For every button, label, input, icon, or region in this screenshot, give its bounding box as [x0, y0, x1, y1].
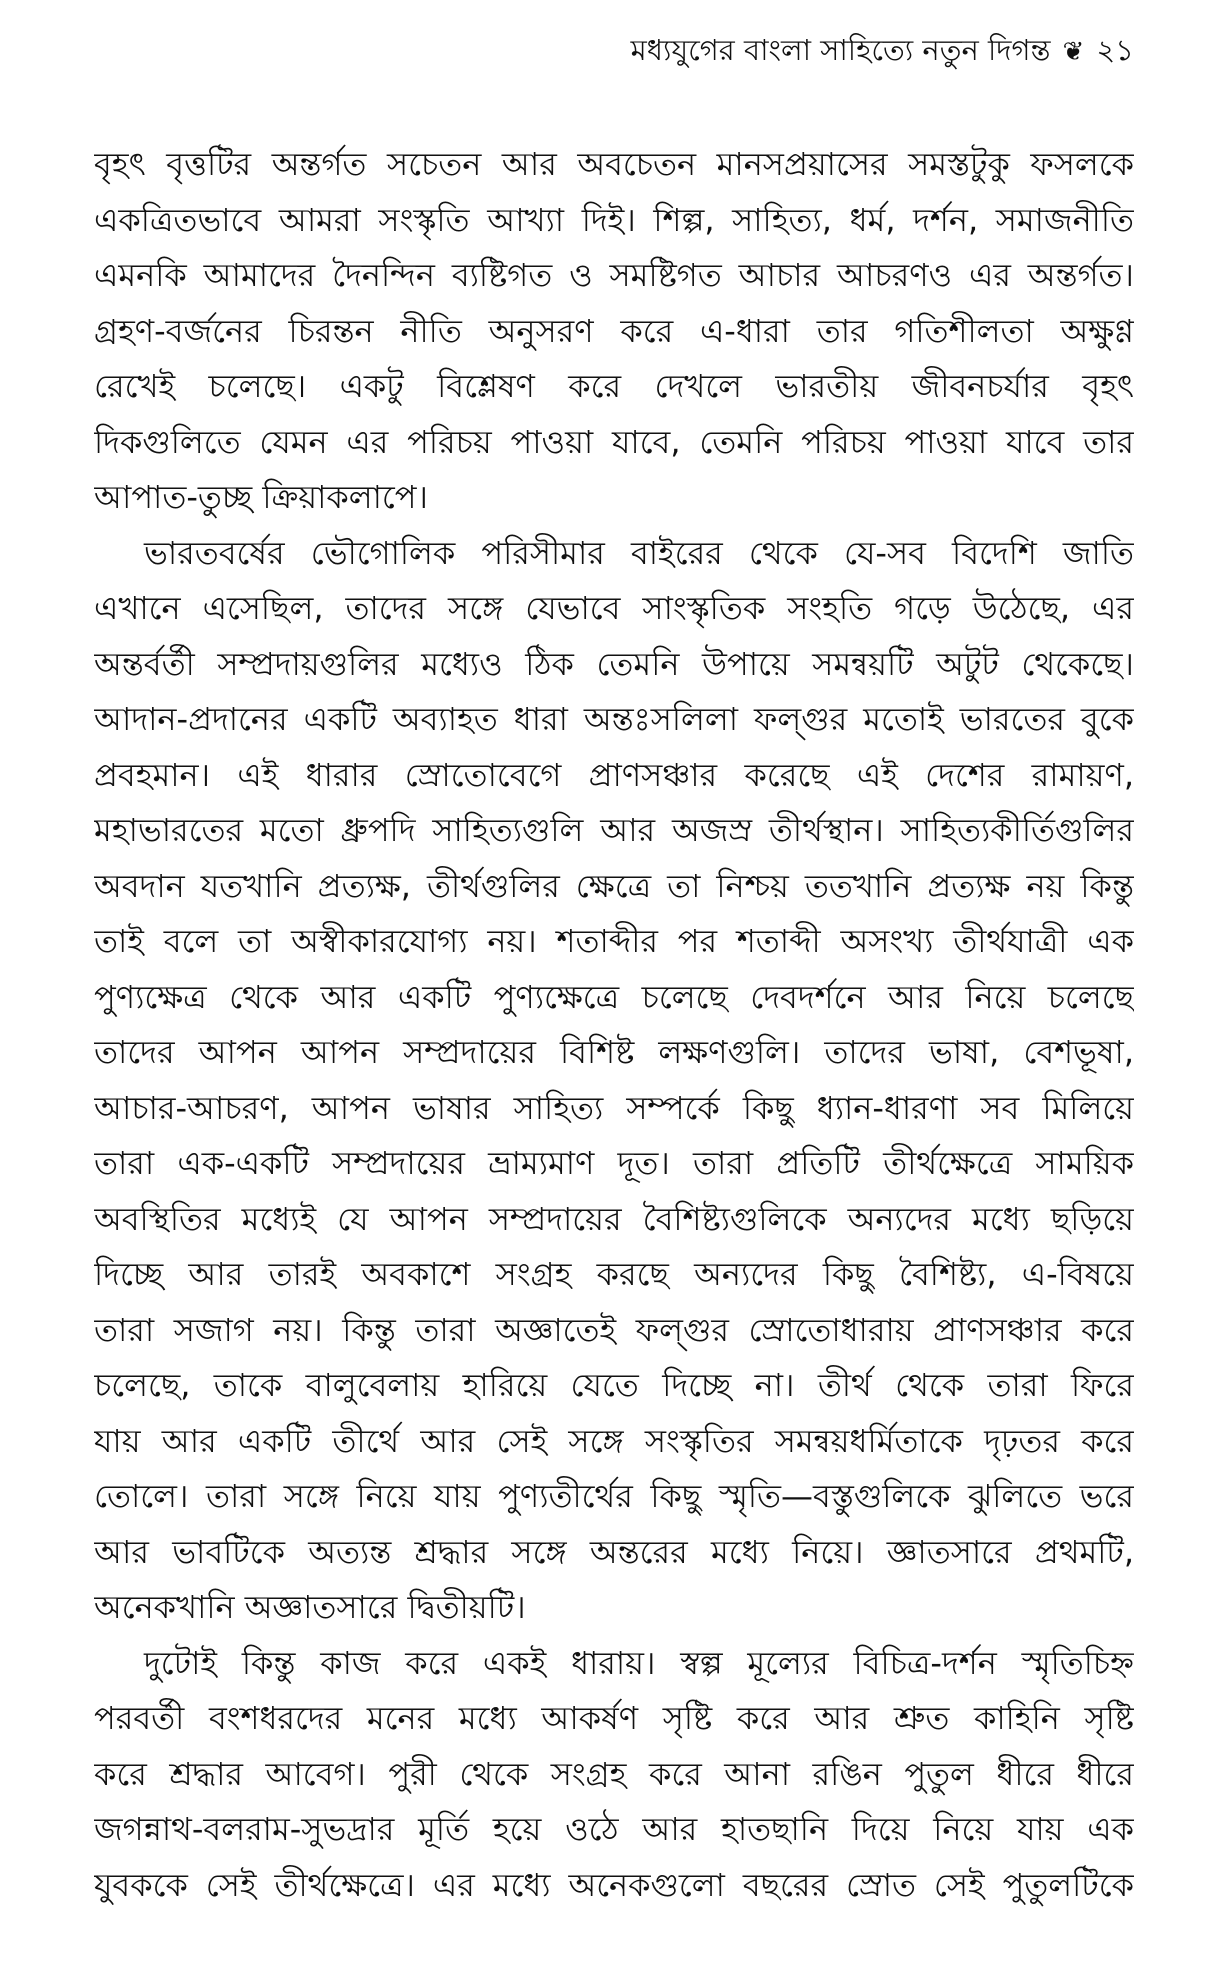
text-line: অবদান যতখানি প্রত্যক্ষ, তীর্থগুলির ক্ষেত্রে তা নিশ্চয় ততখানি প্রত্যক্ষ নয় কিন্তু	[94, 866, 1134, 905]
text-line: তাদের আপন আপন সম্প্রদায়ের বিশিষ্ট লক্ষণগুলি। তাদের ভাষা, বেশভূষা,	[94, 1033, 1134, 1071]
running-header	[631, 28, 1134, 74]
text-line: তাই বলে তা অস্বীকারযোগ্য নয়। শতাব্দীর পর শতাব্দী অসংখ্য তীর্থযাত্রী এক	[94, 922, 1134, 960]
text-line: আপাত-তুচ্ছ ক্রিয়াকলাপে।	[94, 478, 428, 516]
text-line: দিচ্ছে আর তারই অবকাশে সংগ্রহ করছে অন্যদের কিছু বৈশিষ্ট্য, এ-বিষয়ে	[94, 1255, 1134, 1293]
text-line: তোলে। তারা সঙ্গে নিয়ে যায় পুণ্যতীর্থের কিছু স্মৃতি—বস্তুগুলিকে ঝুলিতে ভরে	[94, 1477, 1134, 1515]
text-line: ভারতবর্ষের ভৌগোলিক পরিসীমার বাইরের থেকে যে-সব বিদেশি জাতি	[144, 533, 1134, 572]
text-line: অনেকখানি অজ্ঞাতসারে দ্বিতীয়টি।	[94, 1588, 526, 1626]
paragraph	[94, 526, 1134, 1636]
text-line: একত্রিতভাবে আমরা সংস্কৃতি আখ্যা দিই। শিল্প, সাহিত্য, ধর্ম, দর্শন, সমাজনীতি	[94, 200, 1134, 239]
text-line: দুটোই কিন্তু কাজ করে একই ধারায়। স্বল্প মূল্যের বিচিত্র-দর্শন স্মৃতিচিহ্ন	[144, 1643, 1134, 1682]
paragraph	[94, 1636, 1134, 1914]
text-line: করে শ্রদ্ধার আবেগ। পুরী থেকে সংগ্রহ করে আনা রঙিন পুতুল ধীরে ধীরে	[94, 1754, 1134, 1793]
text-line: পুণ্যক্ষেত্র থেকে আর একটি পুণ্যক্ষেত্রে চলেছে দেবদর্শনে আর নিয়ে চলেছে	[94, 977, 1134, 1016]
text-line: যুবককে সেই তীর্থক্ষেত্রে। এর মধ্যে অনেকগুলো বছরের স্রোত সেই পুতুলটিকে	[94, 1865, 1134, 1904]
text-line: অন্তর্বর্তী সম্প্রদায়গুলির মধ্যেও ঠিক তেমনি উপায়ে সমন্বয়টি অটুট থেকেছে।	[94, 644, 1134, 683]
text-line: তারা এক-একটি সম্প্রদায়ের ভ্রাম্যমাণ দূত। তারা প্রতিটি তীর্থক্ষেত্রে সাময়িক	[94, 1144, 1134, 1182]
text-line: অবস্থিতির মধ্যেই যে আপন সম্প্রদায়ের বৈশিষ্ট্যগুলিকে অন্যদের মধ্যে ছড়িয়ে	[94, 1199, 1134, 1238]
text-line: আর ভাবটিকে অত্যন্ত শ্রদ্ধার সঙ্গে অন্তরের মধ্যে নিয়ে। জ্ঞাতসারে প্রথমটি,	[94, 1532, 1134, 1571]
text-line: দিকগুলিতে যেমন এর পরিচয় পাওয়া যাবে, তেমনি পরিচয় পাওয়া যাবে তার	[94, 422, 1134, 461]
ornament-icon: ❦	[1062, 37, 1085, 67]
text-line: আচার-আচরণ, আপন ভাষার সাহিত্য সম্পর্কে কিছু ধ্যান-ধারণা সব মিলিয়ে	[94, 1088, 1134, 1127]
text-line: তারা সজাগ নয়। কিন্তু তারা অজ্ঞাতেই ফল্গুর স্রোতোধারায় প্রাণসঞ্চার করে	[94, 1310, 1134, 1349]
text-line: জগন্নাথ-বলরাম-সুভদ্রার মূর্তি হয়ে ওঠে আর হাতছানি দিয়ে নিয়ে যায় এক	[94, 1810, 1134, 1848]
text-line: যায় আর একটি তীর্থে আর সেই সঙ্গে সংস্কৃতির সমন্বয়ধর্মিতাকে দৃঢ়তর করে	[94, 1421, 1134, 1460]
running-title: মধ্যযুগের বাংলা সাহিত্যে নতুন দিগন্ত	[630, 33, 1051, 67]
text-line: আদান-প্রদানের একটি অব্যাহত ধারা অন্তঃসলিলা ফল্গুর মতোই ভারতের বুকে	[94, 700, 1134, 738]
page-body	[94, 137, 1134, 1913]
text-line: এমনকি আমাদের দৈনন্দিন ব্যষ্টিগত ও সমষ্টিগত আচার আচরণও এর অন্তর্গত।	[94, 256, 1134, 294]
page-number: ২১	[1096, 33, 1134, 67]
text-line: চলেছে, তাকে বালুবেলায় হারিয়ে যেতে দিচ্ছে না। তীর্থ থেকে তারা ফিরে	[94, 1366, 1134, 1404]
text-line: রেখেই চলেছে। একটু বিশ্লেষণ করে দেখলে ভারতীয় জীবনচর্যার বৃহৎ	[94, 367, 1134, 405]
text-line: পরবর্তী বংশধরদের মনের মধ্যে আকর্ষণ সৃষ্টি করে আর শ্রুত কাহিনি সৃষ্টি	[94, 1699, 1134, 1737]
text-line: প্রবহমান। এই ধারার স্রোতোবেগে প্রাণসঞ্চার করেছে এই দেশের রামায়ণ,	[94, 755, 1134, 794]
paragraph	[94, 137, 1134, 526]
text-line: এখানে এসেছিল, তাদের সঙ্গে যেভাবে সাংস্কৃতিক সংহতি গড়ে উঠেছে, এর	[94, 589, 1134, 627]
text-line: গ্রহণ-বর্জনের চিরন্তন নীতি অনুসরণ করে এ-ধারা তার গতিশীলতা অক্ষুণ্ণ	[94, 311, 1134, 350]
text-line: মহাভারতের মতো ধ্রুপদি সাহিত্যগুলি আর অজস্র তীর্থস্থান। সাহিত্যকীর্তিগুলির	[94, 811, 1134, 849]
text-line: বৃহৎ বৃত্তটির অন্তর্গত সচেতন আর অবচেতন মানসপ্রয়াসের সমস্তটুকু ফসলকে	[94, 145, 1134, 183]
